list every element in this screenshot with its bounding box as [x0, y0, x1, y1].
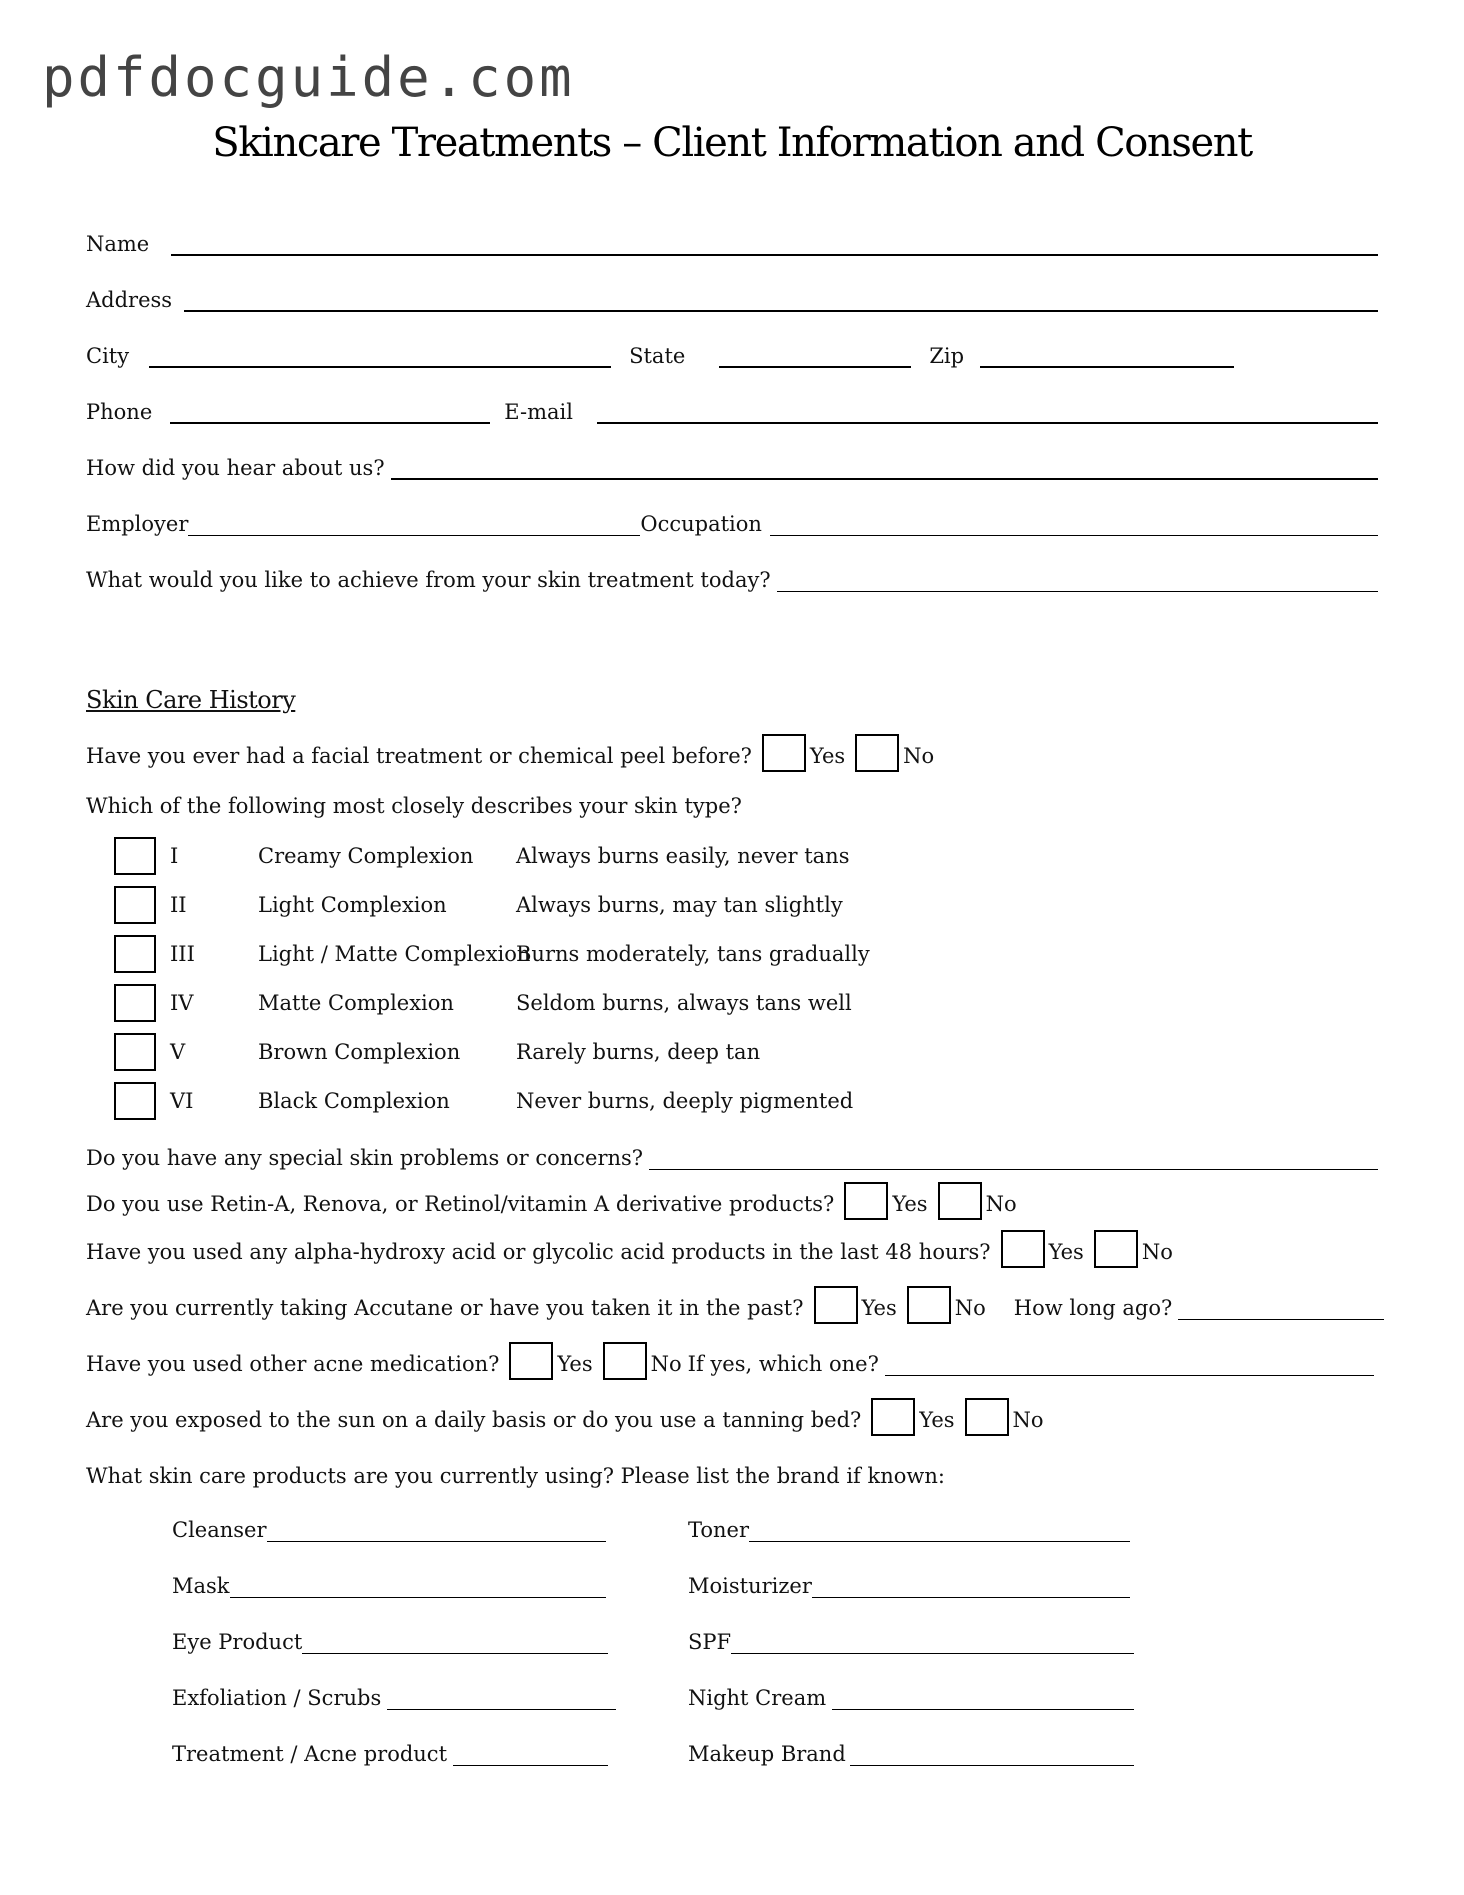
sun-question	[86, 1392, 1050, 1436]
toner-label: Toner	[688, 1518, 750, 1542]
name-label: Name	[86, 232, 150, 256]
hear-label: How did you hear about us?	[86, 456, 385, 480]
how-long-label: How long ago?	[1013, 1296, 1173, 1320]
mask-field[interactable]	[230, 1597, 606, 1598]
facial-no-label: No	[903, 744, 935, 768]
products-question	[86, 1448, 951, 1492]
retin-no-checkbox[interactable]	[938, 1182, 982, 1220]
exfoliation-row	[172, 1680, 616, 1714]
address-label: Address	[86, 288, 173, 312]
skin-type-checkbox[interactable]	[114, 886, 156, 924]
skin-type-row	[114, 934, 870, 974]
facial-label: Have you ever had a facial treatment or chemical peel before?	[86, 744, 752, 768]
skin-type-checkbox[interactable]	[114, 1082, 156, 1120]
skin-type-label: Which of the following most closely describes your skin type?	[86, 794, 742, 818]
state-field[interactable]	[719, 366, 911, 368]
how-long-field[interactable]	[1178, 1319, 1384, 1320]
eye-product-row	[172, 1624, 608, 1658]
night-cream-field[interactable]	[832, 1709, 1134, 1710]
skin-type-row	[114, 885, 843, 925]
problems-question	[86, 1130, 1378, 1174]
sun-no-label: No	[1012, 1408, 1044, 1432]
hear-row	[86, 450, 1378, 484]
skin-type-description: Rarely burns, deep tan	[516, 1040, 761, 1064]
spf-field[interactable]	[731, 1653, 1134, 1654]
acne-yes-checkbox[interactable]	[509, 1342, 553, 1380]
skin-type-checkbox[interactable]	[114, 837, 156, 875]
products-label: What skin care products are you currently using? Please list the brand if known:	[86, 1464, 945, 1488]
sun-yes-label: Yes	[919, 1408, 955, 1432]
form-title: Skincare Treatments – Client Information and Consent	[212, 120, 1252, 166]
phone-label: Phone	[86, 400, 153, 424]
skin-type-complexion: Light Complexion	[258, 893, 447, 917]
alpha-no-checkbox[interactable]	[1094, 1230, 1138, 1268]
night-cream-row	[688, 1680, 1134, 1714]
skin-type-number: III	[170, 942, 195, 966]
state-label: State	[629, 344, 686, 368]
accutane-no-label: No	[954, 1296, 986, 1320]
alpha-yes-checkbox[interactable]	[1001, 1230, 1045, 1268]
skin-type-complexion: Light / Matte Complexion	[258, 942, 531, 966]
occupation-field[interactable]	[770, 535, 1378, 536]
skin-type-number: IV	[170, 991, 194, 1015]
spf-row	[688, 1624, 1134, 1658]
problems-label: Do you have any special skin problems or concerns?	[86, 1146, 644, 1170]
achieve-field[interactable]	[777, 591, 1378, 592]
skin-type-number: VI	[170, 1089, 194, 1113]
accutane-no-checkbox[interactable]	[907, 1286, 951, 1324]
phone-row	[86, 394, 1378, 428]
occupation-label: Occupation	[640, 512, 762, 536]
city-row	[86, 338, 1378, 372]
email-field[interactable]	[597, 422, 1378, 424]
skin-type-complexion: Creamy Complexion	[258, 844, 474, 868]
acne-label: Have you used other acne medication?	[86, 1352, 500, 1376]
facial-yes-checkbox[interactable]	[762, 734, 806, 772]
skin-type-number: II	[170, 893, 187, 917]
skin-type-row	[114, 983, 852, 1023]
acne-question	[86, 1336, 1374, 1380]
retin-yes-label: Yes	[892, 1192, 928, 1216]
retin-question	[86, 1176, 1023, 1220]
alpha-yes-label: Yes	[1048, 1240, 1084, 1264]
makeup-field[interactable]	[850, 1765, 1134, 1766]
email-label: E-mail	[504, 400, 573, 424]
skin-type-checkbox[interactable]	[114, 935, 156, 973]
retin-yes-checkbox[interactable]	[844, 1182, 888, 1220]
moisturizer-row	[688, 1568, 1130, 1602]
address-field[interactable]	[184, 310, 1378, 312]
eye-product-field[interactable]	[302, 1653, 608, 1654]
treatment-label: Treatment / Acne product	[172, 1742, 448, 1766]
skin-type-number: I	[170, 844, 179, 868]
employer-field[interactable]	[188, 535, 640, 536]
achieve-row	[86, 562, 1378, 596]
skin-type-complexion: Matte Complexion	[258, 991, 454, 1015]
sun-label: Are you exposed to the sun on a daily basis or do you use a tanning bed?	[86, 1408, 862, 1432]
skin-type-description: Always burns, may tan slightly	[516, 893, 843, 917]
accutane-yes-label: Yes	[861, 1296, 897, 1320]
cleanser-label: Cleanser	[172, 1518, 267, 1542]
employer-label: Employer	[86, 512, 189, 536]
acne-which-field[interactable]	[885, 1375, 1374, 1376]
acne-no-checkbox[interactable]	[603, 1342, 647, 1380]
mask-label: Mask	[172, 1574, 230, 1598]
toner-row	[688, 1512, 1130, 1546]
skin-type-description: Always burns easily, never tans	[516, 844, 850, 868]
alpha-no-label: No	[1141, 1240, 1173, 1264]
makeup-label: Makeup Brand	[688, 1742, 846, 1766]
sun-yes-checkbox[interactable]	[871, 1398, 915, 1436]
moisturizer-label: Moisturizer	[688, 1574, 812, 1598]
section-title: Skin Care History	[86, 686, 296, 714]
skin-type-description: Burns moderately, tans gradually	[516, 942, 870, 966]
zip-field[interactable]	[980, 366, 1234, 368]
facial-no-checkbox[interactable]	[855, 734, 899, 772]
watermark: pdfdocguide.com	[42, 46, 575, 109]
retin-label: Do you use Retin-A, Renova, or Retinol/vitamin A derivative products?	[86, 1192, 835, 1216]
facial-yes-label: Yes	[809, 744, 846, 768]
acne-yes-label: Yes	[557, 1352, 593, 1376]
city-field[interactable]	[149, 366, 611, 368]
skin-type-row	[114, 1032, 761, 1072]
exfoliation-label: Exfoliation / Scrubs	[172, 1686, 382, 1710]
hear-field[interactable]	[391, 478, 1378, 480]
accutane-question	[86, 1280, 1384, 1324]
name-row	[86, 226, 1378, 260]
eye-product-label: Eye Product	[172, 1630, 303, 1654]
sun-no-checkbox[interactable]	[965, 1398, 1009, 1436]
facial-question	[86, 728, 940, 772]
cleanser-row	[172, 1512, 606, 1546]
retin-no-label: No	[985, 1192, 1017, 1216]
cleanser-field[interactable]	[267, 1541, 607, 1542]
skin-type-complexion: Black Complexion	[258, 1089, 450, 1113]
treatment-row	[172, 1736, 608, 1770]
skin-type-number: V	[170, 1040, 186, 1064]
moisturizer-field[interactable]	[812, 1597, 1130, 1598]
skin-type-row	[114, 1081, 854, 1121]
city-label: City	[86, 344, 130, 368]
skin-type-checkbox[interactable]	[114, 1033, 156, 1071]
name-field[interactable]	[171, 254, 1378, 256]
skin-type-description: Seldom burns, always tans well	[516, 991, 852, 1015]
accutane-yes-checkbox[interactable]	[814, 1286, 858, 1324]
zip-label: Zip	[929, 344, 965, 368]
night-cream-label: Night Cream	[688, 1686, 827, 1710]
treatment-field[interactable]	[453, 1765, 608, 1766]
alpha-label: Have you used any alpha-hydroxy acid or glycolic acid products in the last 48 hours?	[86, 1240, 991, 1264]
mask-row	[172, 1568, 606, 1602]
skin-type-description: Never burns, deeply pigmented	[516, 1089, 854, 1113]
toner-field[interactable]	[749, 1541, 1130, 1542]
phone-field[interactable]	[170, 422, 490, 424]
alpha-question	[86, 1224, 1179, 1268]
acne-no-label: No	[650, 1352, 682, 1376]
makeup-row	[688, 1736, 1134, 1770]
skin-type-checkbox[interactable]	[114, 984, 156, 1022]
acne-which-label: If yes, which one?	[687, 1352, 879, 1376]
achieve-label: What would you like to achieve from your skin treatment today?	[86, 568, 771, 592]
address-row	[86, 282, 1378, 316]
accutane-label: Are you currently taking Accutane or have you taken it in the past?	[86, 1296, 804, 1320]
employer-row	[86, 506, 1378, 540]
problems-field[interactable]	[649, 1169, 1378, 1170]
spf-label: SPF	[688, 1630, 732, 1654]
exfoliation-field[interactable]	[387, 1709, 616, 1710]
skin-type-question	[86, 778, 748, 822]
skin-type-complexion: Brown Complexion	[258, 1040, 461, 1064]
skin-type-row	[114, 836, 850, 876]
